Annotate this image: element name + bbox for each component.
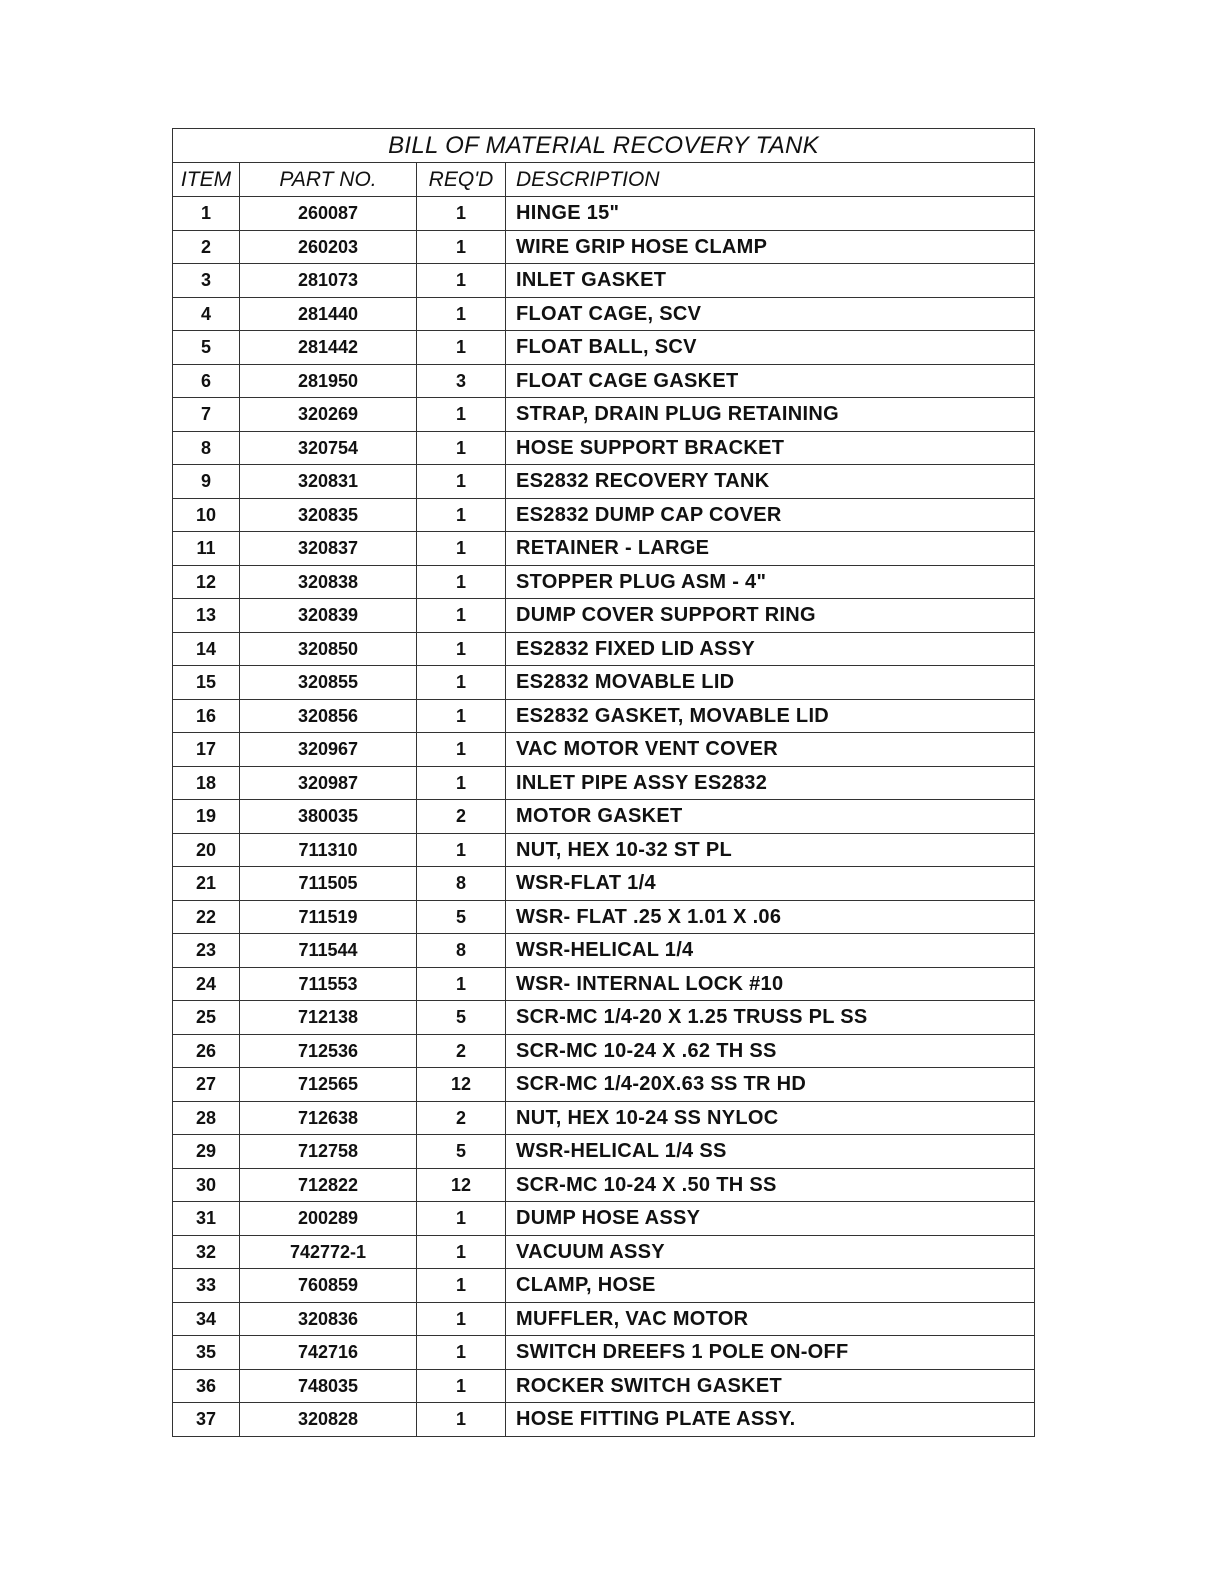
table-row: [173, 632, 1035, 666]
cell-description: VAC MOTOR VENT COVER: [506, 733, 1035, 767]
cell-reqd: 1: [417, 967, 506, 1001]
cell-description: FLOAT BALL, SCV: [506, 331, 1035, 365]
cell-part-no: 712565: [240, 1068, 417, 1102]
cell-item: 16: [173, 699, 240, 733]
cell-reqd: 1: [417, 498, 506, 532]
cell-part-no: 748035: [240, 1369, 417, 1403]
cell-reqd: 1: [417, 264, 506, 298]
table-row: [173, 398, 1035, 432]
table-row: [173, 364, 1035, 398]
cell-description: WSR- INTERNAL LOCK #10: [506, 967, 1035, 1001]
cell-item: 23: [173, 934, 240, 968]
cell-reqd: 1: [417, 532, 506, 566]
table-row: [173, 431, 1035, 465]
cell-item: 28: [173, 1101, 240, 1135]
cell-part-no: 712138: [240, 1001, 417, 1035]
cell-part-no: 320835: [240, 498, 417, 532]
cell-reqd: 1: [417, 1235, 506, 1269]
cell-description: HOSE SUPPORT BRACKET: [506, 431, 1035, 465]
cell-description: FLOAT CAGE, SCV: [506, 297, 1035, 331]
cell-description: ES2832 FIXED LID ASSY: [506, 632, 1035, 666]
cell-description: STOPPER PLUG ASM - 4": [506, 565, 1035, 599]
table-row: [173, 297, 1035, 331]
cell-part-no: 320837: [240, 532, 417, 566]
cell-reqd: 2: [417, 800, 506, 834]
cell-description: ES2832 DUMP CAP COVER: [506, 498, 1035, 532]
table-row: [173, 1135, 1035, 1169]
cell-part-no: 320839: [240, 599, 417, 633]
table-row: [173, 1235, 1035, 1269]
cell-reqd: 1: [417, 297, 506, 331]
cell-item: 10: [173, 498, 240, 532]
cell-part-no: 320856: [240, 699, 417, 733]
cell-description: NUT, HEX 10-24 SS NYLOC: [506, 1101, 1035, 1135]
cell-description: INLET GASKET: [506, 264, 1035, 298]
cell-item: 7: [173, 398, 240, 432]
cell-description: WSR-HELICAL 1/4 SS: [506, 1135, 1035, 1169]
cell-part-no: 711519: [240, 900, 417, 934]
table-row: [173, 498, 1035, 532]
cell-part-no: 200289: [240, 1202, 417, 1236]
cell-part-no: 281442: [240, 331, 417, 365]
cell-item: 25: [173, 1001, 240, 1035]
cell-reqd: 1: [417, 431, 506, 465]
table-row: [173, 1034, 1035, 1068]
cell-part-no: 712638: [240, 1101, 417, 1135]
cell-item: 3: [173, 264, 240, 298]
cell-description: INLET PIPE ASSY ES2832: [506, 766, 1035, 800]
table-row: [173, 599, 1035, 633]
cell-reqd: 1: [417, 1369, 506, 1403]
cell-reqd: 1: [417, 632, 506, 666]
cell-reqd: 2: [417, 1101, 506, 1135]
cell-part-no: 320269: [240, 398, 417, 432]
cell-description: SWITCH DREEFS 1 POLE ON-OFF: [506, 1336, 1035, 1370]
cell-description: DUMP COVER SUPPORT RING: [506, 599, 1035, 633]
cell-part-no: 760859: [240, 1269, 417, 1303]
header-reqd: REQ'D: [417, 163, 506, 197]
cell-reqd: 5: [417, 1135, 506, 1169]
cell-description: VACUUM ASSY: [506, 1235, 1035, 1269]
header-part-no: PART NO.: [240, 163, 417, 197]
cell-part-no: 281440: [240, 297, 417, 331]
cell-item: 22: [173, 900, 240, 934]
cell-reqd: 1: [417, 465, 506, 499]
cell-reqd: 1: [417, 733, 506, 767]
cell-item: 8: [173, 431, 240, 465]
table-row: [173, 800, 1035, 834]
cell-part-no: 320838: [240, 565, 417, 599]
table-header-row: [173, 163, 1035, 197]
cell-reqd: 1: [417, 833, 506, 867]
cell-item: 33: [173, 1269, 240, 1303]
cell-item: 31: [173, 1202, 240, 1236]
cell-reqd: 1: [417, 331, 506, 365]
table-row: [173, 1101, 1035, 1135]
cell-reqd: 8: [417, 934, 506, 968]
table-row: [173, 867, 1035, 901]
cell-part-no: 320754: [240, 431, 417, 465]
cell-reqd: 1: [417, 1403, 506, 1437]
cell-description: HINGE 15": [506, 197, 1035, 231]
cell-item: 24: [173, 967, 240, 1001]
table-title-row: [173, 129, 1035, 163]
cell-description: FLOAT CAGE GASKET: [506, 364, 1035, 398]
cell-reqd: 1: [417, 565, 506, 599]
cell-part-no: 260087: [240, 197, 417, 231]
cell-item: 27: [173, 1068, 240, 1102]
cell-description: RETAINER - LARGE: [506, 532, 1035, 566]
cell-item: 6: [173, 364, 240, 398]
cell-reqd: 8: [417, 867, 506, 901]
cell-part-no: 320831: [240, 465, 417, 499]
cell-item: 37: [173, 1403, 240, 1437]
cell-item: 18: [173, 766, 240, 800]
table-row: [173, 1336, 1035, 1370]
cell-part-no: 380035: [240, 800, 417, 834]
cell-item: 9: [173, 465, 240, 499]
cell-description: WSR- FLAT .25 X 1.01 X .06: [506, 900, 1035, 934]
cell-part-no: 742716: [240, 1336, 417, 1370]
table-row: [173, 465, 1035, 499]
cell-reqd: 1: [417, 666, 506, 700]
cell-item: 35: [173, 1336, 240, 1370]
table-row: [173, 532, 1035, 566]
table-row: [173, 967, 1035, 1001]
cell-item: 15: [173, 666, 240, 700]
bill-of-material-table: [172, 128, 1035, 1437]
cell-description: ROCKER SWITCH GASKET: [506, 1369, 1035, 1403]
cell-description: STRAP, DRAIN PLUG RETAINING: [506, 398, 1035, 432]
table-row: [173, 766, 1035, 800]
table-row: [173, 331, 1035, 365]
cell-item: 36: [173, 1369, 240, 1403]
cell-item: 2: [173, 230, 240, 264]
cell-item: 19: [173, 800, 240, 834]
cell-item: 11: [173, 532, 240, 566]
cell-reqd: 1: [417, 699, 506, 733]
cell-reqd: 12: [417, 1068, 506, 1102]
cell-item: 4: [173, 297, 240, 331]
cell-item: 21: [173, 867, 240, 901]
cell-part-no: 320828: [240, 1403, 417, 1437]
cell-reqd: 1: [417, 230, 506, 264]
cell-item: 20: [173, 833, 240, 867]
cell-description: WSR-HELICAL 1/4: [506, 934, 1035, 968]
cell-description: ES2832 MOVABLE LID: [506, 666, 1035, 700]
cell-part-no: 712822: [240, 1168, 417, 1202]
header-description: DESCRIPTION: [506, 163, 1035, 197]
table-row: [173, 1001, 1035, 1035]
cell-part-no: 320850: [240, 632, 417, 666]
cell-reqd: 1: [417, 1302, 506, 1336]
cell-reqd: 1: [417, 1269, 506, 1303]
table-row: [173, 1068, 1035, 1102]
cell-description: NUT, HEX 10-32 ST PL: [506, 833, 1035, 867]
table-row: [173, 666, 1035, 700]
cell-part-no: 711310: [240, 833, 417, 867]
cell-part-no: 742772-1: [240, 1235, 417, 1269]
cell-part-no: 320855: [240, 666, 417, 700]
table-row: [173, 733, 1035, 767]
cell-item: 32: [173, 1235, 240, 1269]
table-row: [173, 1302, 1035, 1336]
table-row: [173, 833, 1035, 867]
cell-part-no: 711553: [240, 967, 417, 1001]
cell-reqd: 5: [417, 900, 506, 934]
table-row: [173, 934, 1035, 968]
cell-part-no: 281073: [240, 264, 417, 298]
cell-reqd: 1: [417, 1202, 506, 1236]
cell-item: 14: [173, 632, 240, 666]
cell-part-no: 711505: [240, 867, 417, 901]
cell-reqd: 3: [417, 364, 506, 398]
table-row: [173, 1269, 1035, 1303]
cell-description: SCR-MC 1/4-20X.63 SS TR HD: [506, 1068, 1035, 1102]
cell-item: 13: [173, 599, 240, 633]
cell-part-no: 711544: [240, 934, 417, 968]
cell-item: 1: [173, 197, 240, 231]
cell-description: WIRE GRIP HOSE CLAMP: [506, 230, 1035, 264]
cell-part-no: 281950: [240, 364, 417, 398]
table-row: [173, 1403, 1035, 1437]
cell-description: HOSE FITTING PLATE ASSY.: [506, 1403, 1035, 1437]
table-row: [173, 197, 1035, 231]
cell-description: ES2832 GASKET, MOVABLE LID: [506, 699, 1035, 733]
cell-item: 17: [173, 733, 240, 767]
cell-description: SCR-MC 10-24 X .50 TH SS: [506, 1168, 1035, 1202]
cell-part-no: 260203: [240, 230, 417, 264]
header-item: ITEM: [173, 163, 240, 197]
table-title: BILL OF MATERIAL RECOVERY TANK: [173, 129, 1035, 163]
cell-reqd: 2: [417, 1034, 506, 1068]
cell-reqd: 1: [417, 1336, 506, 1370]
cell-item: 30: [173, 1168, 240, 1202]
cell-description: MUFFLER, VAC MOTOR: [506, 1302, 1035, 1336]
cell-item: 5: [173, 331, 240, 365]
cell-item: 12: [173, 565, 240, 599]
table-row: [173, 230, 1035, 264]
table-row: [173, 1168, 1035, 1202]
table-row: [173, 1202, 1035, 1236]
table-body: [173, 197, 1035, 1437]
cell-item: 29: [173, 1135, 240, 1169]
cell-reqd: 1: [417, 599, 506, 633]
cell-part-no: 320987: [240, 766, 417, 800]
cell-reqd: 1: [417, 197, 506, 231]
cell-description: SCR-MC 1/4-20 X 1.25 TRUSS PL SS: [506, 1001, 1035, 1035]
table-row: [173, 699, 1035, 733]
cell-description: CLAMP, HOSE: [506, 1269, 1035, 1303]
cell-reqd: 1: [417, 398, 506, 432]
cell-reqd: 12: [417, 1168, 506, 1202]
cell-part-no: 320967: [240, 733, 417, 767]
cell-reqd: 1: [417, 766, 506, 800]
cell-part-no: 320836: [240, 1302, 417, 1336]
cell-description: WSR-FLAT 1/4: [506, 867, 1035, 901]
cell-item: 34: [173, 1302, 240, 1336]
cell-description: SCR-MC 10-24 X .62 TH SS: [506, 1034, 1035, 1068]
cell-description: MOTOR GASKET: [506, 800, 1035, 834]
cell-reqd: 5: [417, 1001, 506, 1035]
cell-description: DUMP HOSE ASSY: [506, 1202, 1035, 1236]
cell-part-no: 712758: [240, 1135, 417, 1169]
table-row: [173, 900, 1035, 934]
cell-item: 26: [173, 1034, 240, 1068]
table-row: [173, 565, 1035, 599]
table-row: [173, 264, 1035, 298]
table-row: [173, 1369, 1035, 1403]
cell-description: ES2832 RECOVERY TANK: [506, 465, 1035, 499]
cell-part-no: 712536: [240, 1034, 417, 1068]
